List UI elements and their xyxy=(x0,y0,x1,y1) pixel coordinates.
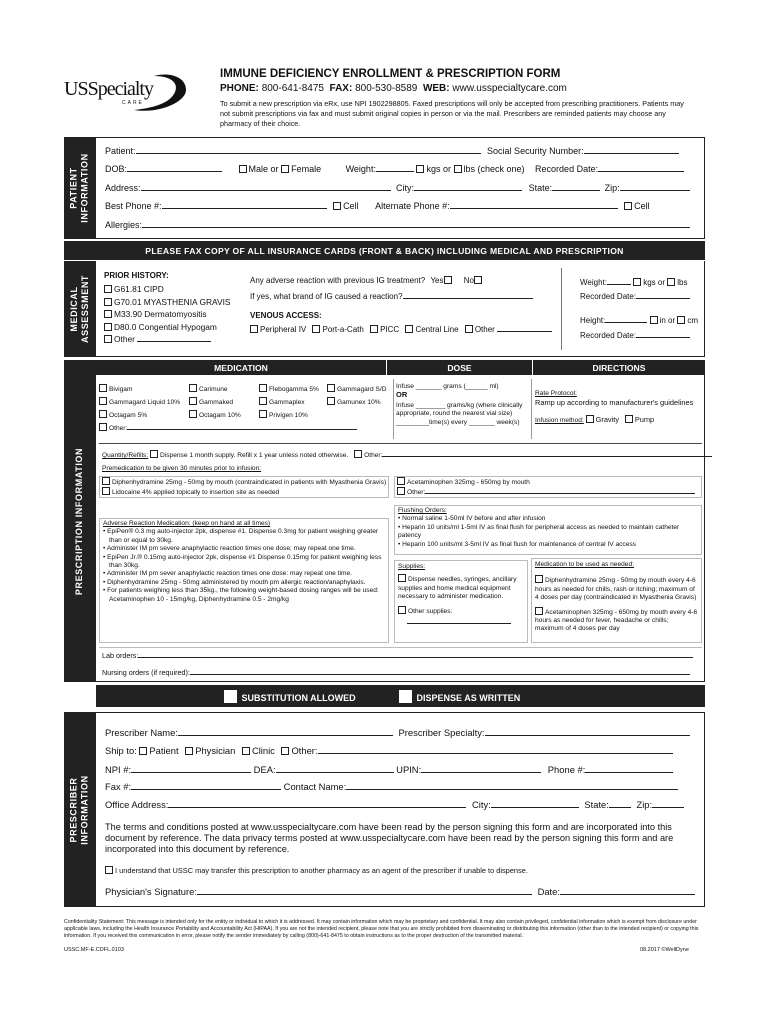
gammagard-sd-checkbox[interactable] xyxy=(327,384,335,392)
signature-date-field[interactable] xyxy=(560,886,695,895)
flushing-box: Flushing Orders: • Normal saline 1-50ml IV before and after infusion • Heparin 10 units/ml 1-5ml IV as final flush for peripheral access as needed to maintain catheter patency • Heparin 100 units/ml 3-5ml IV as final flush for maintenance of central IV access xyxy=(394,505,702,555)
adverse-no-checkbox[interactable] xyxy=(474,276,482,284)
zip-field[interactable] xyxy=(620,182,690,191)
form-code: USSC.MF-E.CDFL.0103 xyxy=(64,947,124,953)
patient-weight-field[interactable] xyxy=(376,163,414,172)
gammaplex-checkbox[interactable] xyxy=(259,397,267,405)
medical-divider xyxy=(561,268,562,350)
octagam5-checkbox[interactable] xyxy=(99,410,107,418)
rx-rule-1 xyxy=(99,443,702,444)
premed-other-checkbox[interactable] xyxy=(397,487,405,495)
height-row: Height: in or cm xyxy=(580,316,699,325)
octagam10-checkbox[interactable] xyxy=(189,410,197,418)
confidentiality-statement: Confidentiality Statement: This message is intended only for the entity or individual to which it is addressed. It may contain information which may be proprietary and confidential. It may also contain privileged, confidential information which is exempt from disclosure under applicable laws, including the Health Insurance Portability and Accountability Act (HIPAA). If you are not the intended recipient, please note that you are strictly prohibited from disseminating or distributing this information (other than to the intended recipient) or copying this information. If you received this communication in error, please notify the sender immediately by calling (800)-641-8475 to obtain instructions as to the proper destruction of the transmitted material. xyxy=(64,919,699,939)
address-row: Address: City: State: Zip: xyxy=(105,182,690,193)
directions-divider xyxy=(531,379,532,439)
ship-to-row: Ship to: Patient Physician Clinic Other: xyxy=(105,745,673,756)
med-other-checkbox[interactable] xyxy=(99,423,107,431)
access-other-field[interactable] xyxy=(497,323,552,332)
med-weight-field[interactable] xyxy=(607,276,631,285)
prescriber-name-field[interactable] xyxy=(178,727,393,736)
quantity-standard-checkbox[interactable] xyxy=(150,450,158,458)
patient-name-field[interactable] xyxy=(136,145,481,154)
adverse-yes-checkbox[interactable] xyxy=(444,276,452,284)
hypogam-checkbox[interactable] xyxy=(104,323,112,331)
venous-label: VENOUS ACCESS: xyxy=(250,311,322,320)
alt-phone-cell-checkbox[interactable] xyxy=(624,202,632,210)
best-phone-field[interactable] xyxy=(162,200,327,209)
contact-name-field[interactable] xyxy=(346,781,678,790)
insurance-bar: PLEASE FAX COPY OF ALL INSURANCE CARDS (FRONT & BACK) INCLUDING MEDICAL AND PRESCRIPTION xyxy=(64,241,705,260)
medication-list: Bivigam Carimune Flebogamma 5% Gammagard S/D Gammagard Liquid 10% Gammaked Gammaplex Gamunex 10% Octagam 5% Octagam 10% Privigen 10% Other: xyxy=(99,383,385,435)
directions-header: DIRECTIONS xyxy=(533,360,705,375)
copyright: 08.2017 ©WellDyne xyxy=(640,947,689,953)
best-phone-cell-checkbox[interactable] xyxy=(333,202,341,210)
logo-sub: CARE xyxy=(122,100,144,106)
ship-other-checkbox[interactable] xyxy=(281,747,289,755)
in-checkbox[interactable] xyxy=(650,316,658,324)
logo xyxy=(64,70,189,115)
allergies-row: Allergies: xyxy=(105,219,690,230)
gravity-checkbox[interactable] xyxy=(586,415,594,423)
logo-text: USSpecialty xyxy=(64,78,153,100)
fax-number: 800-530-8589 xyxy=(355,83,418,94)
female-checkbox[interactable] xyxy=(281,165,289,173)
premed-diphen-checkbox[interactable] xyxy=(102,477,110,485)
dermatomyositis-checkbox[interactable] xyxy=(104,310,112,318)
ssn-field[interactable] xyxy=(584,145,679,154)
office-city-field[interactable] xyxy=(491,799,579,808)
quantity-other-checkbox[interactable] xyxy=(354,450,362,458)
pump-checkbox[interactable] xyxy=(625,415,633,423)
prescriber-side-label: PRESCRIBER INFORMATION xyxy=(64,712,96,907)
bivigam-checkbox[interactable] xyxy=(99,384,107,392)
upin-field[interactable] xyxy=(421,764,541,773)
city-field[interactable] xyxy=(414,182,522,191)
dose-block: Infuse _______ grams (______ ml) OR Infuse ________ grams/kg (where clinically appropriate, round the nearest vial size) _________time(s) every _______ week(s) xyxy=(396,383,523,426)
quantity-row: Quantity/Refills: Dispense 1 month supply. Refill x 1 year unless noted otherwise. Other: xyxy=(102,450,712,460)
carimune-checkbox[interactable] xyxy=(189,384,197,392)
height-recorded-field[interactable] xyxy=(636,329,690,338)
history-other-field[interactable] xyxy=(137,333,211,342)
dose-header: DOSE xyxy=(387,360,532,375)
web-link[interactable]: www.usspecialtycare.com xyxy=(452,83,567,94)
supplies-box: Supplies: Dispense needles, syringes, ancillary supplies and home medical equipment necessary to administer medication. Other supplies: xyxy=(394,560,528,643)
intro-text: To submit a new prescription via eRx, use NPI 1902298805. Faxed prescriptions will only be accepted from prescribing practitioners. Patients may not submit prescriptions via fax and must submit original copies in person or via the mail. Prescribers are reminded patients may choose any pharmacy of their choice. xyxy=(220,99,684,128)
history-other-checkbox[interactable] xyxy=(104,335,112,343)
ship-patient-checkbox[interactable] xyxy=(139,747,147,755)
med-kgs-checkbox[interactable] xyxy=(633,278,641,286)
prescriber-specialty-field[interactable] xyxy=(485,727,690,736)
central-line-checkbox[interactable] xyxy=(405,325,413,333)
gammagard-liquid-checkbox[interactable] xyxy=(99,397,107,405)
lab-orders-field[interactable] xyxy=(138,650,693,658)
privigen-checkbox[interactable] xyxy=(259,410,267,418)
office-state-field[interactable] xyxy=(609,799,631,808)
needed-diphen-checkbox[interactable] xyxy=(535,575,543,583)
needed-acetaminophen-checkbox[interactable] xyxy=(535,607,543,615)
allergies-field[interactable] xyxy=(142,219,690,228)
male-checkbox[interactable] xyxy=(239,165,247,173)
med-lbs-checkbox[interactable] xyxy=(667,278,675,286)
dispense-as-written-checkbox[interactable] xyxy=(399,690,412,703)
premed-acetaminophen-checkbox[interactable] xyxy=(397,477,405,485)
picc-checkbox[interactable] xyxy=(370,325,378,333)
flebogamma-checkbox[interactable] xyxy=(259,384,267,392)
phone-number: 800-641-8475 xyxy=(261,83,324,94)
med-recorded-row: Recorded Date: xyxy=(580,290,690,301)
med-recorded-field[interactable] xyxy=(636,290,690,299)
cm-checkbox[interactable] xyxy=(677,316,685,324)
med-weight-row: Weight: kgs or lbs xyxy=(580,278,688,287)
signature-row: Physician's Signature: Date: xyxy=(105,886,695,897)
adverse-question: Any adverse reaction with previous IG treatment? Yes No xyxy=(250,276,484,285)
recorded-date-field[interactable] xyxy=(598,163,684,172)
access-other-checkbox[interactable] xyxy=(465,325,473,333)
med-other-field[interactable] xyxy=(127,423,357,430)
premed-lidocaine-checkbox[interactable] xyxy=(102,487,110,495)
supplies-other-checkbox[interactable] xyxy=(398,606,406,614)
premed-label: Premedication to be given 30 minutes prior to infusion: xyxy=(102,465,262,472)
patient-side-label: PATIENT INFORMATION xyxy=(64,137,96,239)
contact-line: PHONE: 800-641-8475 FAX: 800-530-8589 WEB: www.usspecialtycare.com xyxy=(220,83,567,94)
premed-right: Acetaminophen 325mg - 650mg by mouth Other: xyxy=(394,476,702,498)
patient-name-row: Patient: Social Security Number: xyxy=(105,145,679,156)
dea-field[interactable] xyxy=(276,764,394,773)
brand-field[interactable] xyxy=(403,290,533,299)
lbs-checkbox[interactable] xyxy=(454,165,462,173)
office-zip-field[interactable] xyxy=(652,799,684,808)
substitution-allowed-checkbox[interactable] xyxy=(224,690,237,703)
venous-access-row: Peripheral IV Port-a-Cath PICC Central Line Other xyxy=(250,323,552,334)
port-a-cath-checkbox[interactable] xyxy=(312,325,320,333)
brand-question: If yes, what brand of IG caused a reaction? xyxy=(250,290,533,301)
office-address-row: Office Address: City: State: Zip: xyxy=(105,799,684,810)
supplies-checkbox[interactable] xyxy=(398,574,406,582)
prior-history-label: PRIOR HISTORY: xyxy=(104,271,169,280)
ship-physician-checkbox[interactable] xyxy=(185,747,193,755)
cipd-checkbox[interactable] xyxy=(104,285,112,293)
terms-text: The terms and conditions posted at www.usspecialtycare.com have been read by the person signing this form and are incorporated into this document by reference. The data privacy terms posted at www.usspecialtycare.com have been read by the person signing this form and are incorporated into this document by reference. xyxy=(105,822,674,854)
premed-other-field[interactable] xyxy=(425,487,695,494)
gammaked-checkbox[interactable] xyxy=(189,397,197,405)
nursing-orders-field[interactable] xyxy=(190,667,690,675)
directions-block: Rate Protocol: Ramp up according to manufacturer's guidelines Infusion method: Gravity Pump xyxy=(535,390,694,425)
npi-row: NPI #: DEA: UPIN: Phone #: xyxy=(105,764,673,775)
dose-divider xyxy=(393,379,394,439)
address-field[interactable] xyxy=(141,182,391,191)
medical-side-label: MEDICAL ASSESSMENT xyxy=(64,261,96,357)
understand-row: I understand that USSC may transfer this prescription to another pharmacy as an agent of the prescriber if unable to dispense. xyxy=(105,866,528,875)
supplies-other-field[interactable] xyxy=(407,616,511,624)
premed-left: Diphenhydramine 25mg - 50mg by mouth (contraindicated in patients with Myasthenia Gravis) Lidocaine 4% applied topically to insertion site as needed xyxy=(99,476,389,498)
office-address-field[interactable] xyxy=(168,799,466,808)
prescriber-fax-field[interactable] xyxy=(131,781,281,790)
prior-history-list: G61.81 CIPD G70.01 MYASTHENIA GRAVIS M33.90 Dermatomyositis D80.0 Congential Hypogam Other xyxy=(104,283,231,346)
height-field[interactable] xyxy=(605,314,647,323)
quantity-other-field[interactable] xyxy=(382,450,712,457)
npi-field[interactable] xyxy=(131,764,251,773)
gamunex-checkbox[interactable] xyxy=(327,397,335,405)
kgs-checkbox[interactable] xyxy=(416,165,424,173)
form-title: IMMUNE DEFICIENCY ENROLLMENT & PRESCRIPTION FORM xyxy=(220,68,561,80)
adverse-box: Adverse Reaction Medication: (keep on hand at all times) • EpiPen® 0.3 mg auto-injector 2pk, dispense #1. Dispense 0.3mg for patient weighing greater than or equal to 30kg. • Administer IM pm severe anaphylactic reaction times one dose; may repeat one time. • EpiPen Jr.® 0.15mg auto-injector 2pk, dispense #1 Dispense 0.15mg for patient weighing less than 30kg. • Administer IM pm sever anaphylactic reaction times one dose: may repeat one time. • Diphenhydramine 25mg - 50mg administered by mouth pm allergic reaction/anaphylaxis. • For patients weighing less than 35kg., the following weight-based dosing ranges will be used: Acetaminophen 10 - 15mg/kg, Diphenhydramine 0.5 - 2mg/kg xyxy=(99,518,389,643)
substitution-bar: SUBSTITUTION ALLOWED DISPENSE AS WRITTEN xyxy=(96,685,705,707)
rx-rule-2 xyxy=(99,647,702,648)
medication-header: MEDICATION xyxy=(96,360,386,375)
dob-field[interactable] xyxy=(127,163,222,172)
dob-row: DOB: Male or Female Weight: kgs or lbs (check one) Recorded Date: xyxy=(105,163,684,174)
nursing-orders-row: Nursing orders (if required): xyxy=(102,667,690,677)
peripheral-iv-checkbox[interactable] xyxy=(250,325,258,333)
signature-field[interactable] xyxy=(197,886,532,895)
ship-other-field[interactable] xyxy=(318,745,673,754)
height-recorded-row: Recorded Date: xyxy=(580,329,690,340)
fax-row: Fax #: Contact Name: xyxy=(105,781,678,792)
alt-phone-field[interactable] xyxy=(450,200,618,209)
as-needed-box: Medication to be used as needed: Diphenhydramine 25mg - 50mg by mouth every 4-6 hours as needed for chills, rash or itching; maximum of 4 doses per day (contraindicated in Myasthenia Gravis) Acetaminophen 325mg - 650mg by mouth every 4-6 hours as needed for fever, headache or chills; maximum of 4 doses per day xyxy=(531,558,702,643)
lab-orders-row: Lab orders: xyxy=(102,650,693,660)
prescriber-phone-field[interactable] xyxy=(585,764,673,773)
prescription-side-label: PRESCRIPTION INFORMATION xyxy=(64,360,96,682)
state-field[interactable] xyxy=(552,182,600,191)
understand-checkbox[interactable] xyxy=(105,866,113,874)
phone-row: Best Phone #: Cell Alternate Phone #: Cell xyxy=(105,201,650,211)
myasthenia-checkbox[interactable] xyxy=(104,298,112,306)
ship-clinic-checkbox[interactable] xyxy=(242,747,250,755)
prescriber-name-row: Prescriber Name: Prescriber Specialty: xyxy=(105,727,690,738)
